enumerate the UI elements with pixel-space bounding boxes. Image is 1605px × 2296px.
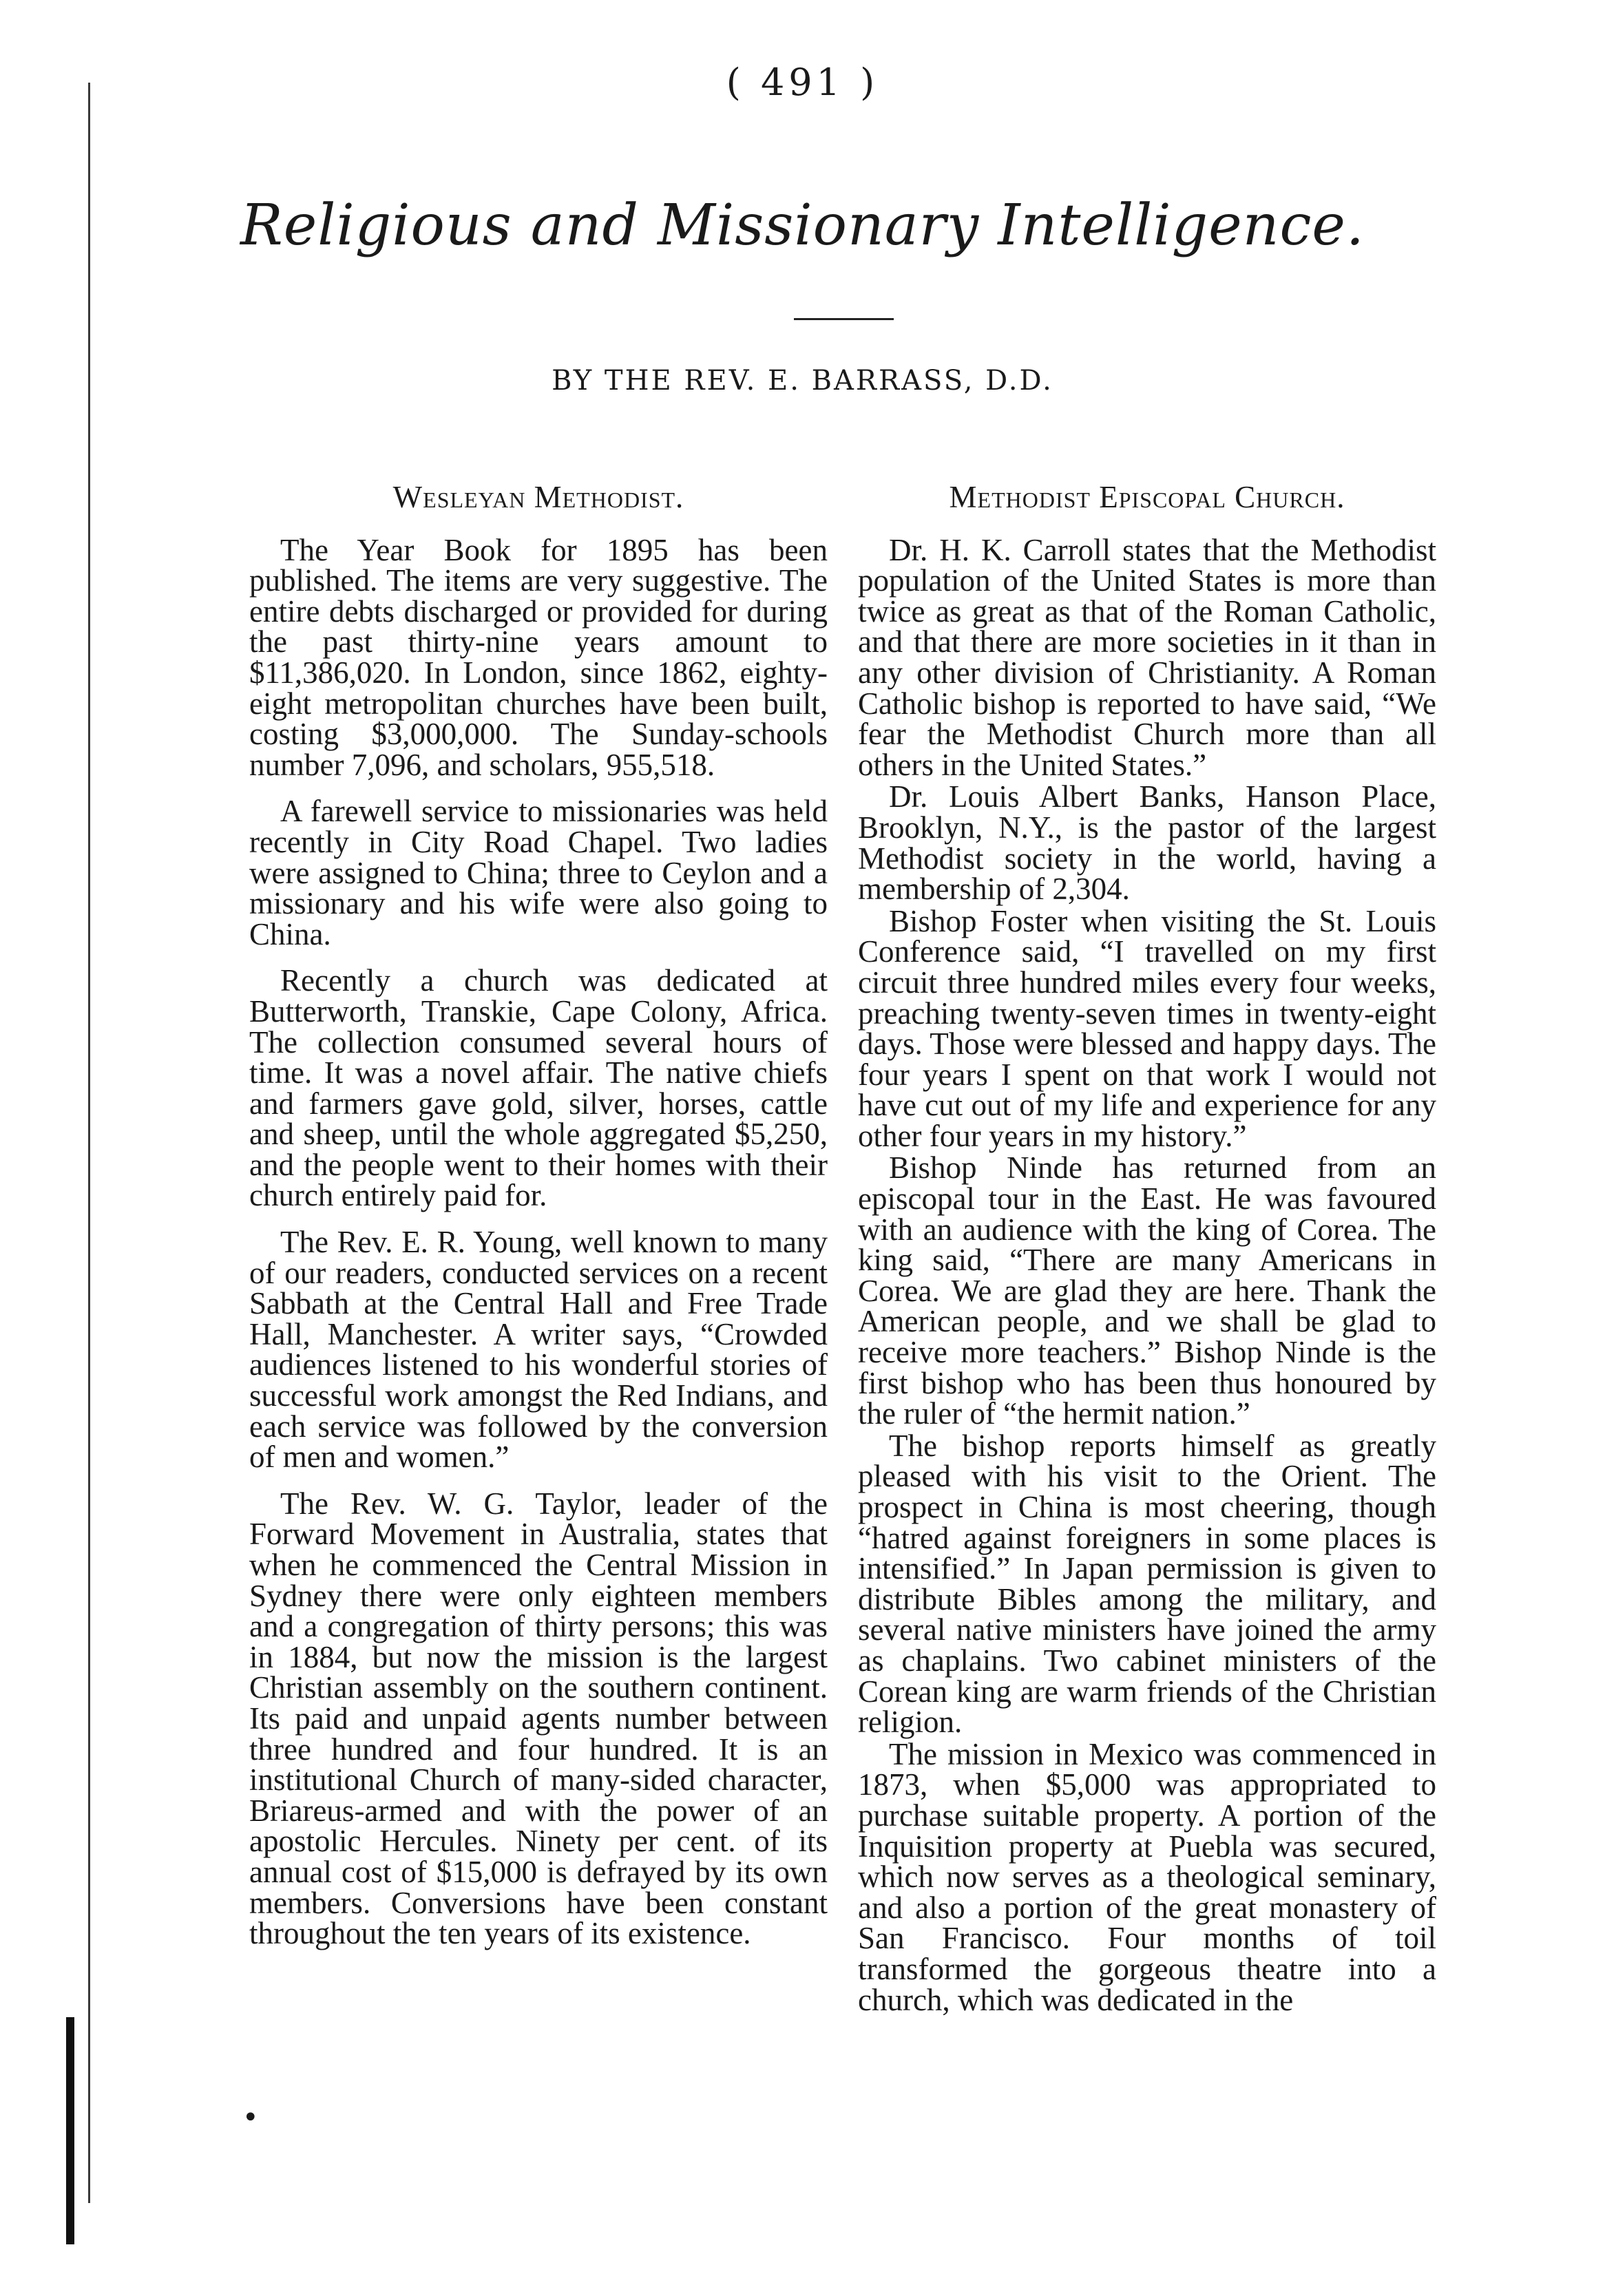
article-paragraph: The mission in Mexico was commenced in 1873, when $5,000 was appropriated to purchase suitable property. A portion of the Inquisition property at Puebla was secured, which now serves as a theological seminary, and also a portion of the great monastery of San Francisco. Four months of toil transformed the gorgeous theatre into a church, which was dedicated in the xyxy=(858,1736,1436,2017)
article-paragraph: Dr. Louis Albert Banks, Hanson Place, Brooklyn, N.Y., is the pastor of the largest Methodist society in the world, having a membership of 2,304. xyxy=(858,779,1436,907)
title-divider xyxy=(794,318,894,320)
article-paragraph: Bishop Ninde has returned from an episcopal tour in the East. He was favoured with an audience with the king of Corea. The king said, “There are many Americans in Corea. We are glad they are here. Thank the American people, and we shall be glad to receive more teachers.” Bishop Ninde is the first bishop who has been thus honoured by the ruler of “the hermit nation.” xyxy=(858,1150,1436,1431)
article-paragraph: The Rev. E. R. Young, well known to many of our readers, conducted services on a recent Sabbath at the Central Hall and Free Trade Hall, Manchester. A writer says, “Crowded audiences listened to his wonderful stories of successful work amongst the Red Indians, and each service was followed by the conversion of men and women.” xyxy=(249,1225,828,1475)
page-binding-bar xyxy=(66,2017,74,2244)
article-paragraph: Bishop Foster when visiting the St. Louis Conference said, “I travelled on my first circuit three hundred miles every four weeks, preaching twenty-seven times in twenty-eight days. Those were blessed and happy days. The four years I spent on that work I would not have cut out of my life and experience for any other four years in my history.” xyxy=(858,903,1436,1153)
right-column xyxy=(858,482,1436,2016)
right-column-heading: Methodist Episcopal Church. xyxy=(949,480,1345,514)
page-number: ( 491 ) xyxy=(726,61,879,104)
left-column xyxy=(249,482,828,1965)
article-paragraph: The bishop reports himself as greatly pleased with his visit to the Orient. The prospect in China is most cheering, though “hatred against foreigners in some places is intensified.” In Japan permission is given to distribute Bibles among the military, and several native ministers have joined the army as chaplains. Two cabinet ministers of the Corean king are warm friends of the Christian religion. xyxy=(858,1428,1436,1740)
article-paragraph: The Year Book for 1895 has been published. The items are very suggestive. The entire debts discharged or provided for during the past thirty-nine years amount to $11,386,020. In London, since 1862, eighty-eight metropolitan churches have been built, costing $3,000,000. The Sunday-schools number 7,096, and scholars, 955,518. xyxy=(249,532,828,782)
section-title: Religious and Missionary Intelligence. xyxy=(240,193,1365,258)
article-paragraph: Dr. H. K. Carroll states that the Methodist population of the United States is more than twice as great as that of the Roman Catholic, and that there are more societies in it than in any other division of Christianity. A Roman Catholic bishop is reported to have said, “We fear the Methodist Church more than all others in the United States.” xyxy=(858,532,1436,782)
left-column-heading: Wesleyan Methodist. xyxy=(392,480,684,514)
article-paragraph: The Rev. W. G. Taylor, leader of the Forward Movement in Australia, states that when he commenced the Central Mission in Sydney there were only eighteen members and a congregation of thirty persons; this was in 1884, but now the mission is the largest Christian assembly on the southern continent. Its paid and unpaid agents number between three hundred and four hundred. It is an institutional Church of many-sided character, Briareus-armed and with the power of an apostolic Hercules. Ninety per cent. of its annual cost of $15,000 is defrayed by its own members. Conversions have been constant throughout the ten years of its existence. xyxy=(249,1486,828,1951)
article-paragraph: Recently a church was dedicated at Butterworth, Transkie, Cape Colony, Africa. The collection consumed several hours of time. It was a novel affair. The native chiefs and farmers gave gold, silver, horses, cattle and sheep, until the whole aggregated $5,250, and the people went to their homes with their church entirely paid for. xyxy=(249,963,828,1213)
author-byline: BY THE REV. E. BARRASS, D.D. xyxy=(552,365,1053,397)
page-binding-line xyxy=(88,83,90,2203)
printer-mark: • xyxy=(242,2102,259,2134)
article-paragraph: A farewell service to missionaries was held recently in City Road Chapel. Two ladies were assigned to China; three to Ceylon and a missionary and his wife were also going to China. xyxy=(249,794,828,951)
